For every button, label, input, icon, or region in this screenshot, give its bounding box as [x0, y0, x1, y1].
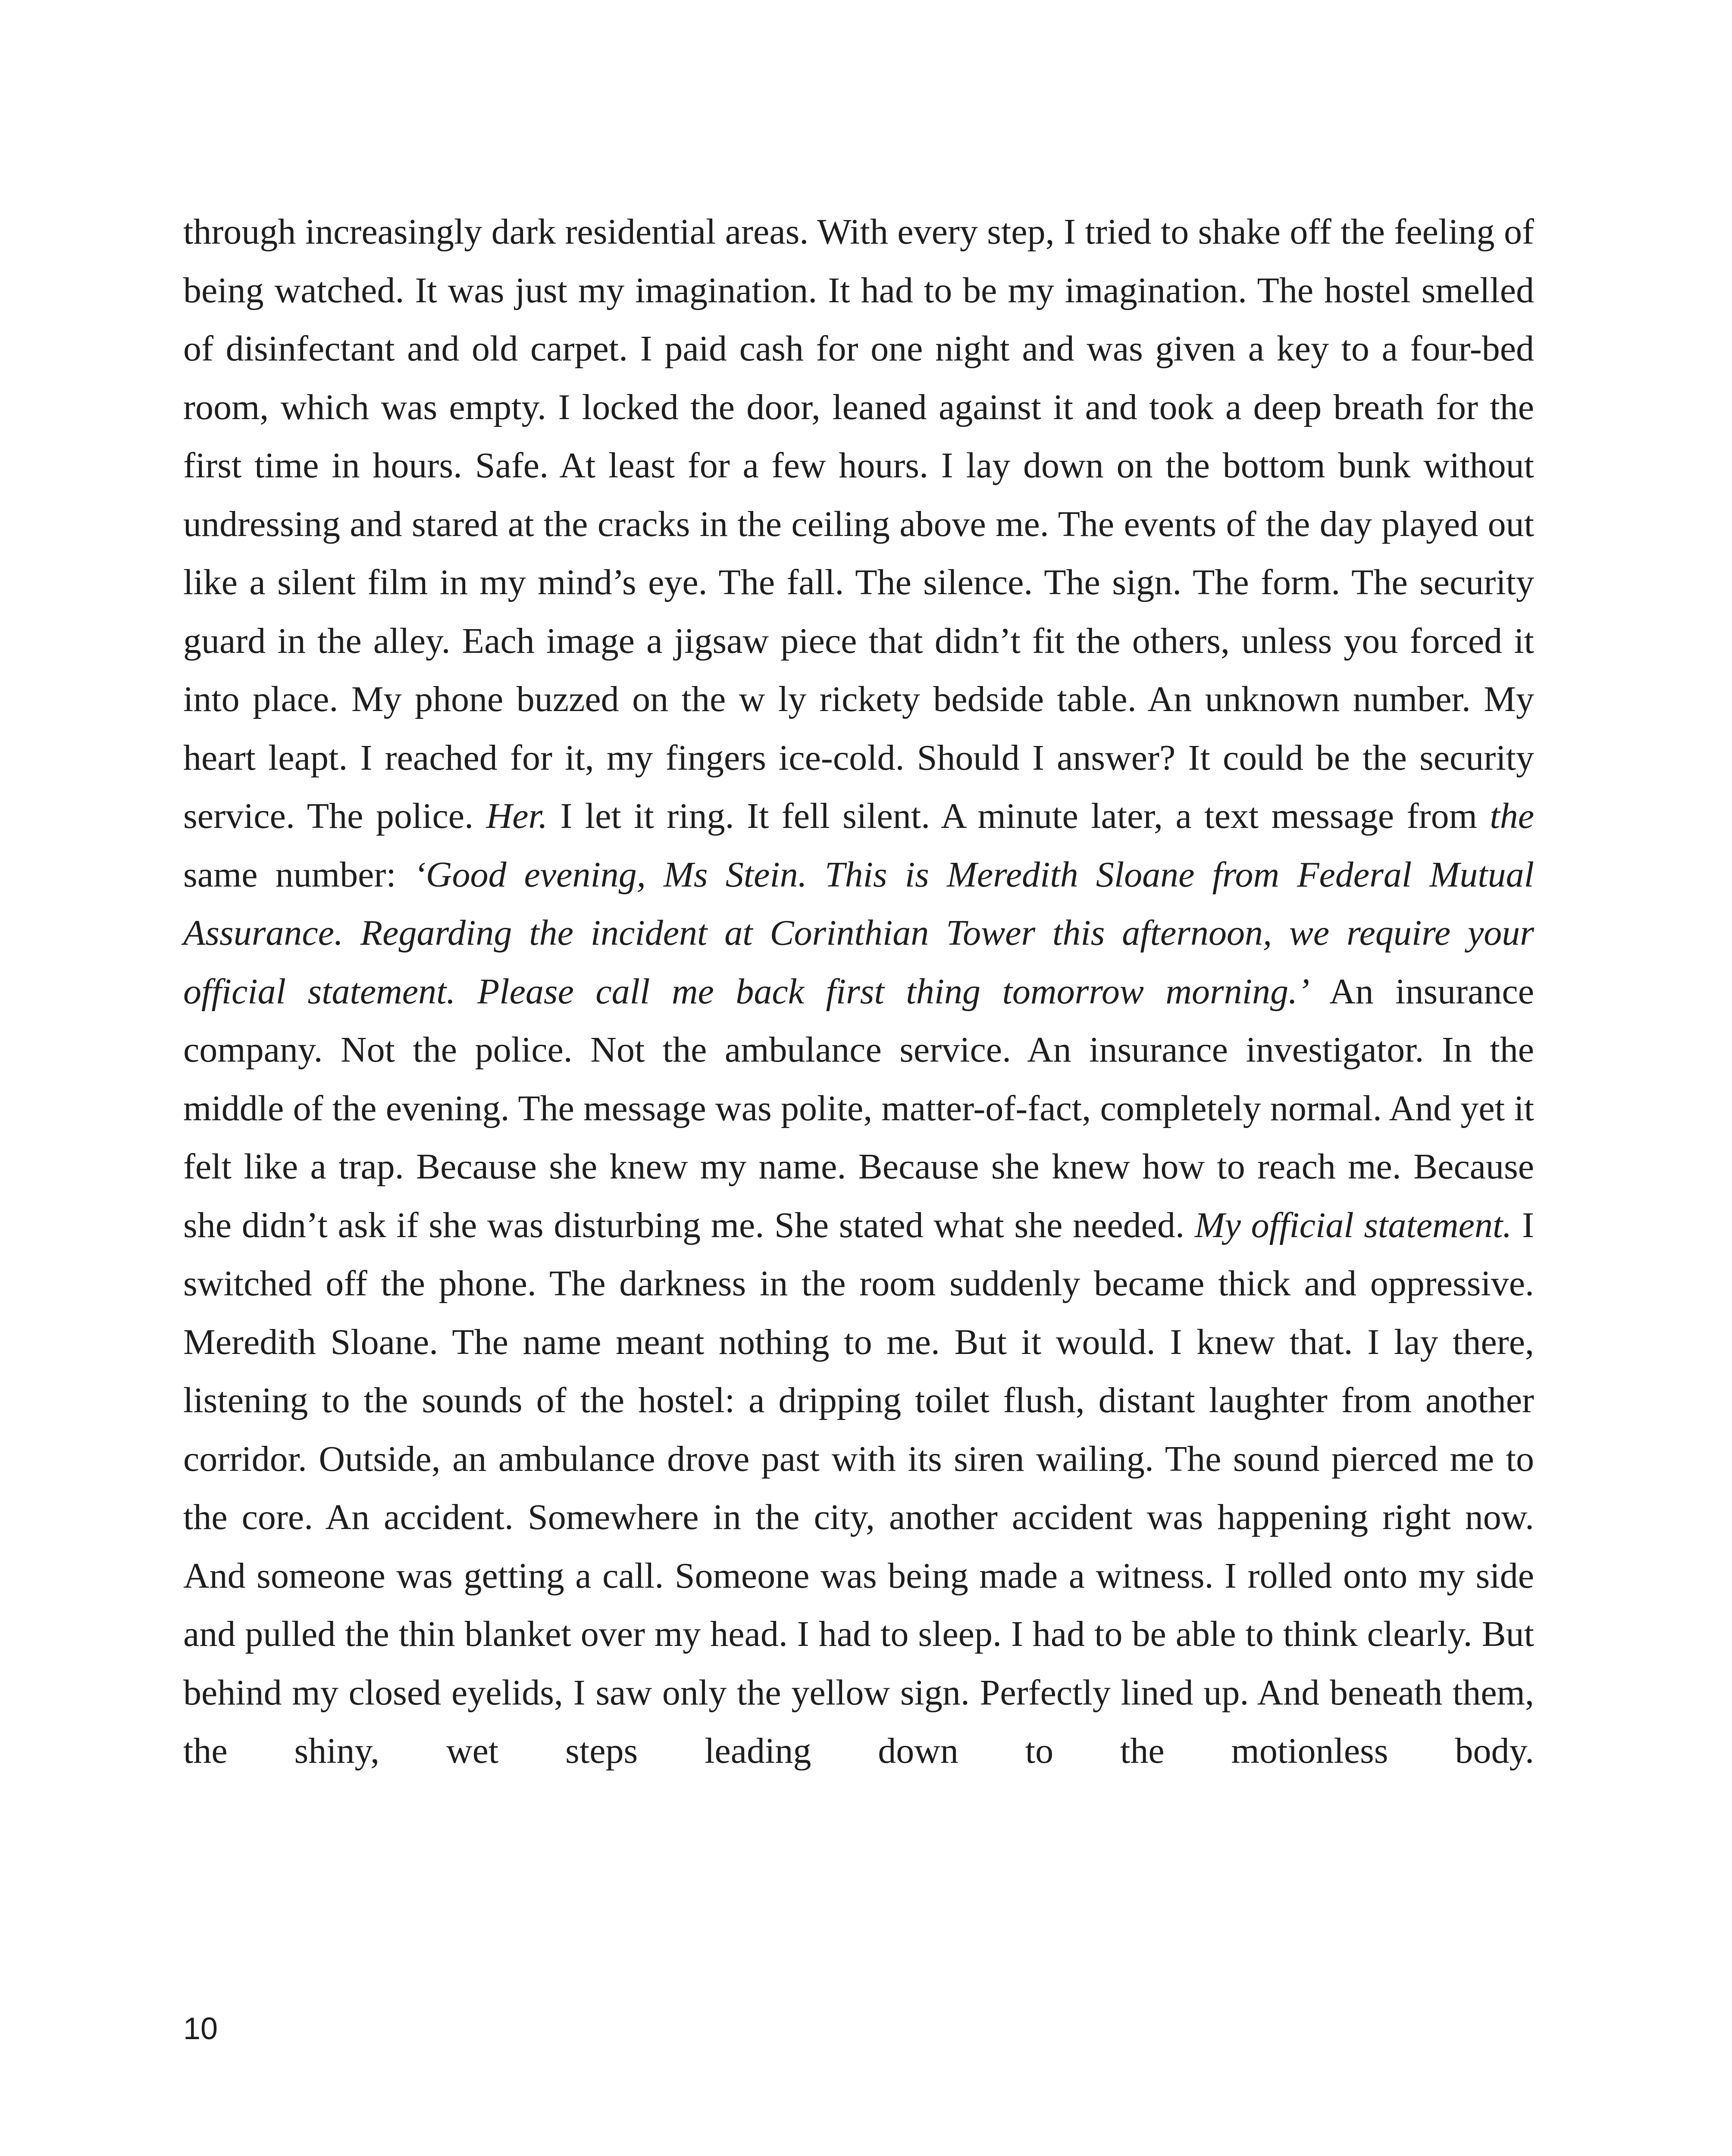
italic-segment: ‘Good evening, Ms Stein. This is Meredith Sloane from Federal Mutual Assurance. Regarding the incident at Corinthian Tower this afternoon, we require your official statement. Please call me back first thing tomorrow morning.’ — [183, 854, 1535, 1012]
text-segment: I switched off the phone. The darkness in the room suddenly became thick and oppressive. Meredith Sloane. The name meant nothing to me. But it would. I knew that. I lay there, listening to the sounds of the hostel: a dripping toilet flush, distant laughter from another corridor. Outside, an ambulance drove past with its siren wailing. The sound pierced me to the core. An accident. Somewhere in the city, another accident was happening right now. And someone was getting a call. Someone was being made a witness. I rolled onto my side and pulled the thin blanket over my head. I had to sleep. I had to be able to think clearly. But behind my closed eyelids, I saw only the yellow sign. Perfectly lined up. And beneath them, the shiny, wet steps leading down to the motionless body. — [183, 1205, 1535, 1771]
body-paragraph — [183, 203, 1534, 1780]
text-segment: I let it ring. It fell silent. A minute later, a text message from — [560, 796, 1477, 836]
italic-segment: Her. — [486, 796, 548, 836]
italic-segment: the — [1490, 796, 1535, 836]
text-segment: same number: — [183, 854, 396, 895]
page-number: 10 — [183, 2012, 218, 2046]
text-segment: through increasingly dark residential areas. With every step, I tried to shake off the feeling of being watched. It was just my imagination. It had to be my imagination. The hostel smelled of disinfectant and old carpet. I paid cash for one night and was given a key to a four-bed room, which was empty. I locked the door, leaned against it and took a deep breath for the first time in hours. Safe. At least for a few hours. I lay down on the bottom bunk without undressing and stared at the cracks in the ceiling above me. The events of the day played out like a silent film in my mind’s eye. The fall. The silence. The sign. The form. The security guard in the alley. Each image a jigsaw piece that didn’t fit the others, unless you forced it into place. My phone buzzed on the w ly rickety bedside table. An unknown number. My heart leapt. I reached for it, my fingers ice-cold. Should I answer? It could be the security service. The police. — [183, 212, 1534, 836]
italic-segment: My official statement. — [1194, 1205, 1512, 1245]
text-segment: An insurance company. Not the police. Not the ambulance service. An insurance investigator. In the middle of the evening. The message was polite, matter-of-fact, completely normal. And yet it felt like a trap. Because she knew my name. Because she knew how to reach me. Because she didn’t ask if she was disturbing me. She stated what she needed. — [183, 971, 1534, 1245]
